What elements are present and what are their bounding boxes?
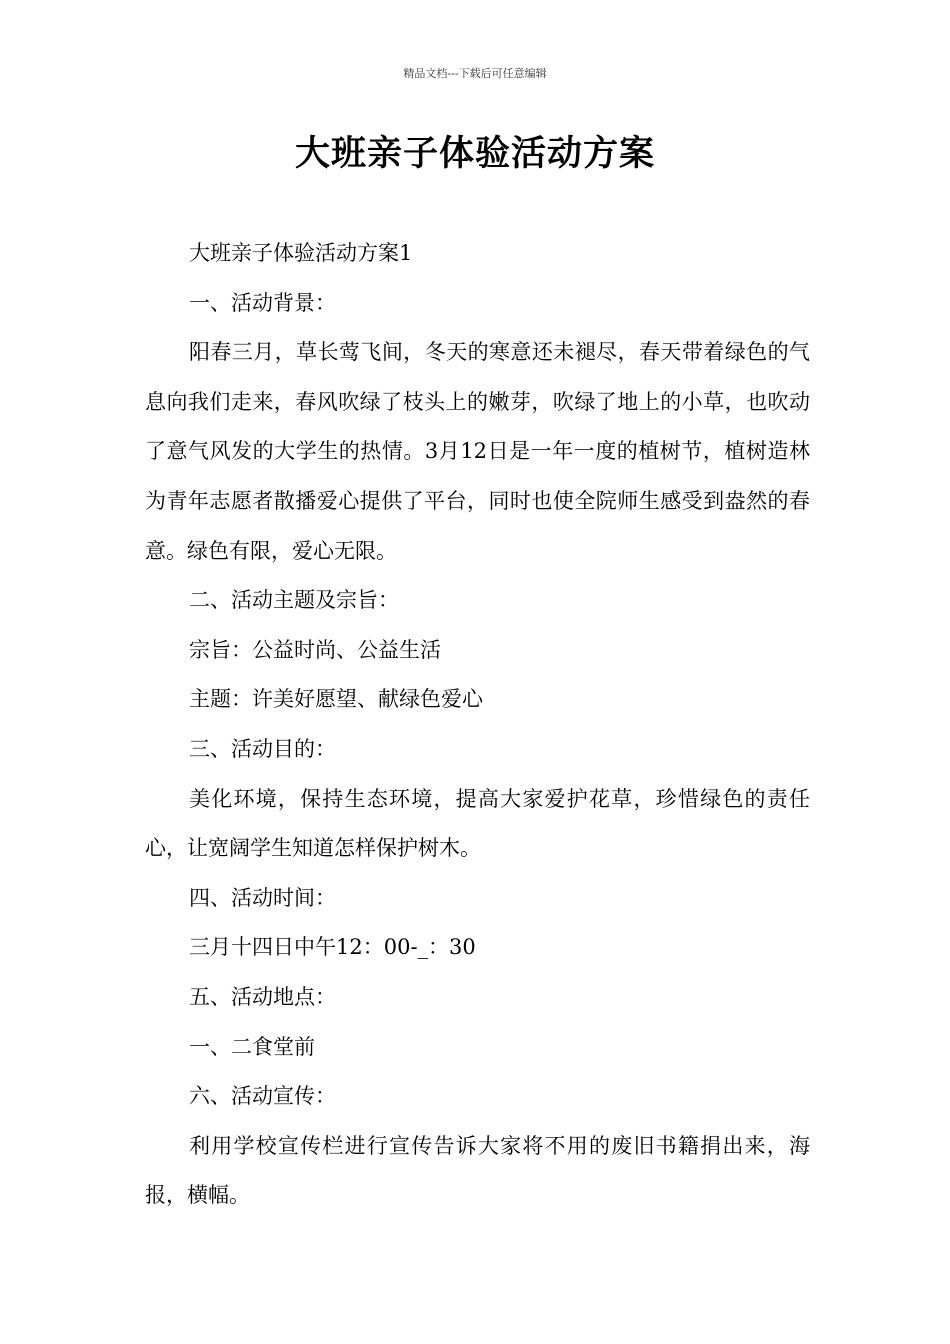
section-heading-plan-1: 大班亲子体验活动方案1 — [189, 241, 413, 265]
document-body — [145, 229, 810, 1221]
section-heading-theme: 二、活动主题及宗旨： — [189, 588, 399, 613]
paragraph-location: 一、二食堂前 — [189, 1034, 315, 1059]
paragraph-time: 三月十四日中午12：00-_：30 — [189, 935, 476, 960]
section-heading-promotion: 六、活动宣传： — [189, 1084, 336, 1109]
section-heading-location: 五、活动地点： — [189, 984, 336, 1009]
header-note: 精品文档---下载后可任意编辑 — [403, 67, 547, 80]
section-heading-goal: 三、活动目的： — [189, 736, 336, 761]
paragraph-goal: 美化环境，保持生态环境，提高大家爱护花草，珍惜绿色的责任心，让宽阔学生知道怎样保护树木。 — [145, 786, 810, 861]
document-title: 大班亲子体验活动方案 — [294, 134, 655, 174]
paragraph-background: 阳春三月，草长莺飞间，冬天的寒意还未褪尽，春天带着绿色的气息向我们走来，春风吹绿了枝头上的嫩芽，吹绿了地上的小草，也吹动了意气风发的大学生的热情。3月12日是一年一度的植树节，植树造林为青年志愿者散播爱心提供了平台，同时也使全院师生感受到盎然的春意。绿色有限，爱心无限。 — [145, 340, 810, 563]
section-heading-background: 一、活动背景： — [189, 290, 336, 315]
section-heading-time: 四、活动时间： — [189, 885, 336, 910]
paragraph-theme: 主题：许美好愿望、献绿色爱心 — [189, 687, 483, 712]
paragraph-promotion: 利用学校宣传栏进行宣传告诉大家将不用的废旧书籍捐出来，海报，横幅。 — [145, 1133, 810, 1208]
paragraph-purpose: 宗旨：公益时尚、公益生活 — [189, 637, 441, 662]
